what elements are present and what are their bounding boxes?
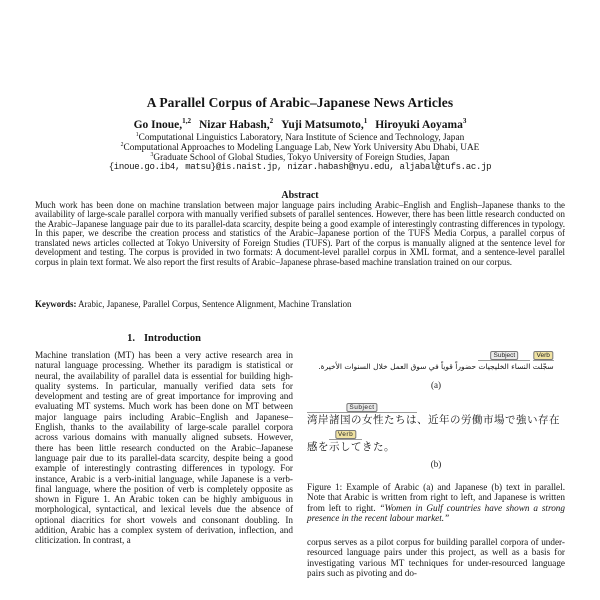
arabic-rest-text: حضوراً قوياً في سوق العمل خلال السنوات الأخيرة. <box>318 362 476 371</box>
intro-paragraph: Machine translation (MT) has been a very active research area in natural language processing. Whether its paradigm is statistical or neural, the availability of parallel data is essential for building high-quality systems. In particular, manually verified data sets for development and testing are of great importance for improving and evaluating MT systems. Much work has been done on MT between major language pairs including Arabic–English and Japanese–English, thanks to the availability of large-scale parallel corpora across various domains with manually aligned subsets. However, there has been little research conducted on the Arabic–Japanese language pair due to its parallel-data scarcity, despite being a good example of interestingly contrasting differences in typology. For instance, Arabic is a verb-initial language, while Japanese is a verb-final language, where the position of verb is completely opposite as shown in Figure 1. An Arabic token can be highly ambiguous in morphological, syntactical, and lexical levels due the absence of optional diacritics for short vowels and consonant doubling. In addition, Arabic has a complex system of derivation, inflection, and cliticization. In contrast, a <box>35 350 293 546</box>
paper-title: A Parallel Corpus of Arabic–Japanese News Articles <box>146 95 454 110</box>
left-column <box>35 333 293 546</box>
figure-arabic-sentence <box>307 352 565 371</box>
affiliation-2: $^2$Computational Approaches to Modeling Language Lab, New York University Abu Dhabi, UAE <box>120 141 480 153</box>
author-line <box>0 119 600 131</box>
figure-caption-text: Figure 1: Example of Arabic (a) and Japanese (b) text in parallel. Note that Arabic is written from right to left, and Japanese is written from left to right. <box>307 482 565 513</box>
figure-japanese-line2 <box>307 431 565 453</box>
figure-sublabel-b: (b) <box>430 459 442 469</box>
keywords-label: Keywords: <box>35 299 77 309</box>
verb-tag-jp: Verb <box>335 430 356 439</box>
arabic-verb-text: سجّلت <box>532 362 554 371</box>
author-2-name: Nizar Habash, <box>198 119 270 131</box>
arabic-subject-segment <box>478 352 531 371</box>
author-1-name: Go Inoue, <box>133 119 183 131</box>
affiliation-3: $^3$Graduate School of Global Studies, Tokyo University of Foreign Studies, Japan <box>150 151 450 163</box>
figure-sublabel-a: (a) <box>431 380 441 390</box>
keywords-line <box>35 299 565 309</box>
section-1-title: Introduction <box>143 333 201 344</box>
subject-tag: Subject <box>491 351 519 360</box>
right-column <box>307 333 565 578</box>
japanese-subject-text: 湾岸諸国の女性たちは <box>307 414 417 426</box>
figure-caption-quote: “Women in Gulf countries have shown a strong presence in the recent labour market.” <box>307 502 565 523</box>
author-1 <box>134 119 191 131</box>
author-3 <box>281 119 367 131</box>
section-1-heading <box>35 333 293 344</box>
japanese-subject-segment <box>307 404 417 426</box>
section-1-number: 1. <box>127 333 135 344</box>
japanese-line2-rest: きた。 <box>362 441 395 453</box>
abstract-text: Much work has been done on machine translation between major language pairs including Arabic–English and English–Japanese thanks to the availability of large-scale parallel corpora with manually verified subsets of parallel sentences. However, there has been little research conducted on the Arabic–Japanese language pair due to its parallel-data scarcity, despite being a good example of interestingly contrasting differences in typology. In this paper, we describe the creation process and statistics of the Arabic–Japanese portion of the TUFS Media Corpus, a parallel corpus of translated news articles collected at Tokyo University of Foreign Studies (TUFS). Part of the corpus is manually aligned at the sentence level for development and testing. The corpus is provided in two formats: A document-level parallel corpus in XML format, and a sentence-level parallel corpus in plain text format. We also report the first results of Arabic–Japanese phrase-based machine translation trained on our corpus. <box>35 200 565 267</box>
subject-tag-jp: Subject <box>346 403 377 412</box>
intro-paragraph-continued: corpus serves as a pilot corpus for building parallel corpora of under-resourced language pairs under this project, as well as a basis for investigating various MT techniques for under-resourced language pairs such as pivoting and do- <box>307 537 565 579</box>
japanese-verb-text: 示して <box>329 441 362 453</box>
author-4-name: Hiroyuki Aoyama <box>375 119 463 131</box>
author-emails: {inoue.go.ib4, matsu}@is.naist.jp, nizar.habash@nyu.edu, aljabal@tufs.ac.jp <box>108 162 492 172</box>
author-2 <box>199 119 273 131</box>
arabic-subject-text: النساء الخليجيات <box>478 362 531 371</box>
japanese-verb-segment <box>329 431 362 453</box>
author-2-affil-mark: 2 <box>269 117 274 126</box>
verb-tag: Verb <box>534 351 553 360</box>
japanese-line1-rest: 、近年の労働市場で強い存在 <box>417 414 560 426</box>
author-4 <box>375 119 466 131</box>
affiliations <box>0 131 600 163</box>
japanese-line2-pre: 感を <box>307 441 329 453</box>
arabic-verb-segment <box>532 352 554 371</box>
figure-1 <box>307 352 565 523</box>
abstract-heading: Abstract <box>281 190 319 201</box>
author-4-affil-mark: 3 <box>462 117 467 126</box>
author-1-affil-mark: 1,2 <box>182 117 192 126</box>
author-3-name: Yuji Matsumoto, <box>281 119 364 131</box>
keywords-text: Arabic, Japanese, Parallel Corpus, Sentence Alignment, Machine Translation <box>76 299 352 309</box>
figure-1-caption <box>307 482 565 523</box>
figure-japanese-line1 <box>307 404 565 426</box>
author-3-affil-mark: 1 <box>363 117 368 126</box>
affiliation-1: $^1$Computational Linguistics Laboratory, Nara Institute of Science and Technology, Japan <box>135 131 465 143</box>
